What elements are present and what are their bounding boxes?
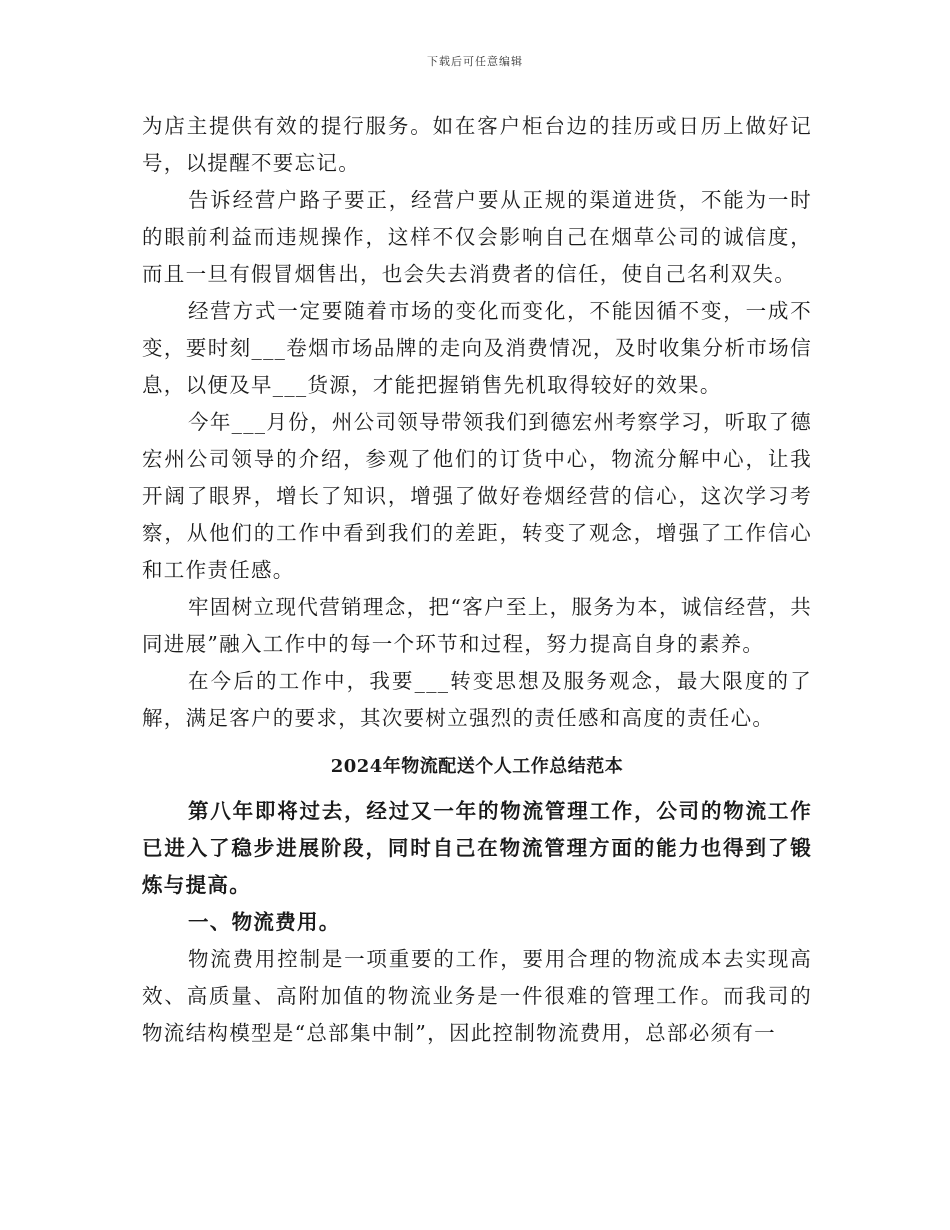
document-body — [142, 108, 812, 1052]
paragraph-marketing-concept: 牢固树立现代营销理念，把“客户至上，服务为本，诚信经营，共同进展”融入工作中的每一个环节和过程，努力提高自身的素养。 — [142, 595, 812, 656]
intro-paragraph: 第八年即将过去，经过又一年的物流管理工作，公司的物流工作已进入了稳步进展阶段，同时自己在物流管理方面的能力也得到了锻炼与提高。 — [142, 799, 812, 897]
heading-logistics-cost: 一、物流费用。 — [188, 910, 341, 934]
paragraph-logistics-cost: 物流费用控制是一项重要的工作，要用合理的物流成本去实现高效、高质量、高附加值的物流业务是一件很难的管理工作。而我司的物流结构模型是“总部集中制”，因此控制物流费用，总部必须有一 — [142, 947, 812, 1045]
page-header: 下载后可任意编辑 — [427, 55, 523, 68]
paragraph-study-trip: 今年___月份，州公司领导带领我们到德宏州考察学习，听取了德宏州公司领导的介绍，参观了他们的订货中心，物流分解中心，让我开阔了眼界，增长了知识，增强了做好卷烟经营的信心，这次学习考察，从他们的工作中看到我们的差距，转变了观念，增强了工作信心和工作责任感。 — [142, 410, 812, 582]
paragraph-market-change: 经营方式一定要随着市场的变化而变化，不能因循不变，一成不变，要时刻___卷烟市场品牌的走向及消费情况，及时收集分析市场信息，以便及早___货源，才能把握销售先机取得较好的效果。 — [142, 299, 812, 397]
paragraph-future-work: 在今后的工作中，我要___转变思想及服务观念，最大限度的了解，满足客户的要求，其次要树立强烈的责任感和高度的责任心。 — [142, 669, 812, 730]
section-title: 2024年物流配送个人工作总结范本 — [330, 756, 624, 777]
paragraph-continuation: 为店主提供有效的提行服务。如在客户柜台边的挂历或日历上做好记号，以提醒不要忘记。 — [142, 114, 812, 175]
paragraph-legal-channel: 告诉经营户路子要正，经营户要从正规的渠道进货，不能为一时的眼前利益而违规操作，这样不仅会影响自己在烟草公司的诚信度，而且一旦有假冒烟售出，也会失去消费者的信任，使自己名利双失。 — [142, 188, 812, 286]
